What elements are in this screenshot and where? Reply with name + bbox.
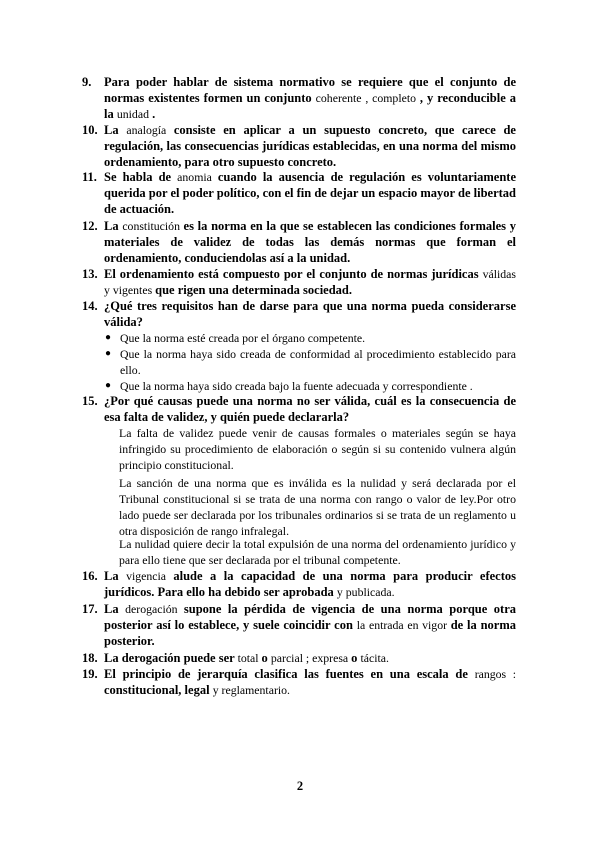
item-text-bold: La	[104, 569, 127, 583]
item-number: 18.	[82, 651, 98, 665]
answer-paragraph: La sanción de una norma que es inválida es la nulidad y será declarada por el Tribunal constitucional si se trata de una norma con rango o valor de ley.Por otro lado puede ser declarada por los tribunales ordinarios si se trata de un reglamento u otra disposición de rango infralegal.	[119, 476, 516, 538]
item-text-normal: y	[212, 683, 222, 697]
item-number: 15.	[82, 394, 98, 408]
list-item-18	[82, 650, 516, 666]
item-text-normal: la entrada en vigor	[356, 618, 451, 632]
bullet-text: Que la norma haya sido creada de conformidad al procedimiento establecido para ello.	[120, 347, 516, 377]
item-text-normal: coherente , completo	[315, 91, 420, 105]
bullet-text: Que la norma esté creada por el órgano competente.	[120, 331, 366, 345]
page-number: 2	[296, 779, 304, 793]
item-number: 9.	[82, 75, 92, 89]
item-number: 12.	[82, 219, 98, 233]
item-text-normal: tácita.	[360, 651, 389, 665]
item-text-normal: derogación	[125, 602, 184, 616]
item-text-bold: es la norma en la que se establecen las condiciones formales y materiales de validez de todas las demás normas que forman el ordenamiento, conduciendolas así a la unidad.	[104, 219, 516, 265]
item-text-bold: El principio de jerarquía clasifica las fuentes en una escala de	[104, 667, 475, 681]
item-text-bold: supone la pérdida de vigencia de una norma porque otra posterior así lo establece, y suele coincidir con	[104, 602, 517, 632]
item-text-bold: La	[104, 219, 123, 233]
item-number: 13.	[82, 267, 98, 281]
item-text-bold: ¿Por qué causas puede una norma no ser válida, cuál es la consecuencia de esa falta de validez, y quién puede declararla?	[104, 394, 516, 424]
list-item-17	[82, 601, 517, 649]
item-text-normal: rangos :	[474, 667, 517, 681]
bullet-item	[105, 330, 516, 346]
item-text-normal: analogía	[126, 123, 174, 137]
item-text-bold: Se habla de	[104, 170, 178, 184]
item-text-normal: total	[237, 651, 262, 665]
item-number: 11.	[82, 170, 97, 184]
list-item-12	[82, 218, 516, 266]
item-text-normal: unidad	[116, 107, 149, 121]
item-text-bold: que rigen una determinada sociedad.	[155, 283, 353, 297]
item-text-normal: anomia	[177, 170, 218, 184]
list-item-10	[82, 122, 516, 170]
item-text-normal: reglamentario.	[221, 683, 291, 697]
list-item-9	[82, 74, 516, 122]
item-text-bold: constitucional, legal	[104, 683, 213, 697]
bullet-icon: ●	[105, 348, 112, 359]
item-text-bold: La	[104, 602, 126, 616]
list-item-14	[82, 298, 516, 330]
item-text-bold: Para poder hablar de sistema normativo se requiere que el conjunto de normas existentes formen un conjunto	[104, 75, 516, 105]
bullet-text: Que la norma haya sido creada bajo la fuente adecuada y correspondiente .	[120, 379, 473, 393]
answer-paragraph: La falta de validez puede venir de causas formales o materiales según se haya infringido su procedimiento de elaboración o según si su contenido vulnera algún principio constitucional.	[119, 426, 516, 472]
item-text-normal: válidas y vigentes	[104, 267, 516, 297]
item-text-bold: o	[351, 651, 361, 665]
bullet-icon: ●	[105, 332, 112, 343]
list-item-19	[82, 666, 517, 698]
item-number: 16.	[82, 569, 98, 583]
list-item-16	[82, 568, 516, 600]
item-text-normal: publicada.	[345, 585, 395, 599]
item-text-bold: consiste en aplicar a un supuesto concreto, que carece de regulación, las consecuencias jurídicas establecidas, en una norma del mismo ordenamiento, para otro supuesto concreto.	[104, 123, 516, 169]
list-item-11	[82, 169, 516, 217]
bullet-item	[105, 378, 516, 394]
item-text-normal: constitución	[122, 219, 184, 233]
item-text-normal: y	[336, 585, 346, 599]
list-item-13	[82, 266, 516, 298]
answer-paragraph: La nulidad quiere decir la total expulsión de una norma del ordenamiento jurídico y para ello tiene que ser declarada por el tribunal competente.	[119, 537, 516, 567]
item-text-bold: La derogación puede ser	[104, 651, 238, 665]
item-text-bold: El ordenamiento está compuesto por el conjunto de normas jurídicas	[104, 267, 483, 281]
item-text-bold: , y reconducible a la	[104, 91, 516, 121]
item-text-normal: parcial ; expresa	[270, 651, 352, 665]
item-text-bold: cuando la ausencia de regulación es voluntariamente querida por el poder político, con el fin de dejar un espacio mayor de libertad de actuación.	[104, 170, 516, 216]
item-number: 19.	[82, 667, 98, 681]
item-text-bold: ¿Qué tres requisitos han de darse para que una norma pueda considerarse válida?	[104, 299, 516, 329]
item-text-bold: o	[261, 651, 271, 665]
item-number: 10.	[82, 123, 98, 137]
item-text-bold: La	[104, 123, 127, 137]
item-text-bold: alude a la capacidad de una norma para producir efectos jurídicos. Para ello ha debido ser aprobada	[104, 569, 516, 599]
bullet-item	[105, 346, 516, 378]
bullet-icon: ●	[105, 380, 112, 391]
list-item-15	[82, 393, 516, 425]
item-number: 17.	[82, 602, 98, 616]
item-text-bold: de la norma posterior.	[104, 618, 516, 648]
item-number: 14.	[82, 299, 98, 313]
item-text-bold: .	[148, 107, 156, 121]
item-text-normal: vigencia	[126, 569, 174, 583]
